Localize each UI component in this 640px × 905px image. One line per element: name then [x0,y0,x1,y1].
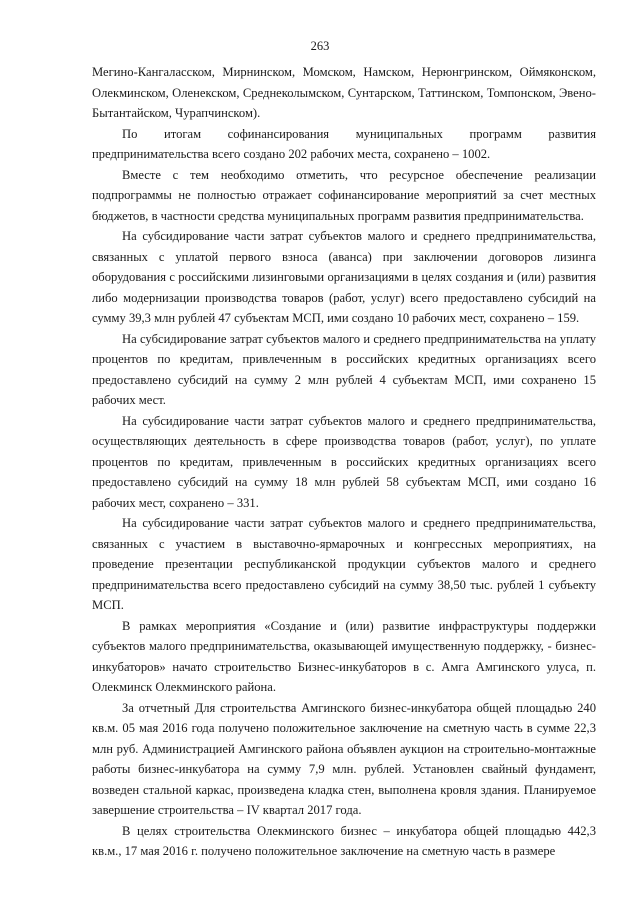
paragraph: На субсидирование части затрат субъектов малого и среднего предпринимательства, осуществляющих деятельность в сфере производства товаров (работ, услуг), по уплате процентов по кредитам, привлеченным в российских кредитных организациях всего предоставлено субсидий на сумму 18 млн рублей 58 субъектам МСП, ими создано 16 рабочих мест, сохранено – 331. [92,413,596,510]
page-number: 263 [310,39,330,53]
paragraph: В рамках мероприятия «Создание и (или) развитие инфраструктуры поддержки субъектов малого предпринимательства, оказывающей имущественную поддержку, - бизнес-инкубаторов» начато строительство Бизнес-инкубаторов в с. Амга Амгинского улуса, п. Олекминск Олекминского района. [92,618,596,694]
paragraph: Мегино-Кангаласском, Мирнинском, Момском, Намском, Нерюнгринском, Оймяконском, Олекминском, Оленекском, Среднеколымском, Сунтарском, Таттинском, Томпонском, Эвено-Бытантайском, Чурапчинском). [92,65,596,120]
paragraph: На субсидирование части затрат субъектов малого и среднего предпринимательства, связанных с участием в выставочно-ярмарочных и конгрессных мероприятиях, на проведение презентации республиканской продукции субъектов малого и среднего предпринимательства всего предоставлено субсидий на сумму 38,50 тыс. рублей 1 субъекту МСП. [92,516,596,612]
document-body [92,62,596,862]
paragraph: В целях строительства Олекминского бизнес – инкубатора общей площадью 442,3 кв.м., 17 мая 2016 г. получено положительное заключение на сметную часть в размере [92,823,596,858]
paragraph: На субсидирование части затрат субъектов малого и среднего предпринимательства, связанных с уплатой первого взноса (аванса) при заключении договоров лизинга оборудования с российскими лизинговыми организациями в целях создания и (или) развития либо модернизации производства товаров (работ, услуг) всего предоставлено субсидий на сумму 39,3 млн рублей 47 субъектам МСП, ими создано 10 рабочих мест, сохранено – 159. [92,229,596,325]
paragraph: На субсидирование затрат субъектов малого и среднего предпринимательства на уплату процентов по кредитам, привлеченным в российских кредитных организациях всего предоставлено субсидий на сумму 2 млн рублей 4 субъектам МСП, ими сохранено 15 рабочих мест. [92,331,596,407]
paragraph: За отчетный Для строительства Амгинского бизнес-инкубатора общей площадью 240 кв.м. 05 мая 2016 года получено положительное заключение на сметную часть в сумме 22,3 млн руб. Администрацией Амгинского района объявлен аукцион на строительно-монтажные работы бизнес-инкубатора на сумму 7,9 млн. рублей. Установлен свайный фундамент, возведен стальной каркас, произведена кладка стен, выполнена кровля здания. Планируемое завершение строительства – IV квартал 2017 года. [92,700,596,817]
paragraph: По итогам софинансирования муниципальных программ развития предпринимательства всего создано 202 рабочих места, сохранено – 1002. [92,126,596,161]
paragraph: Вместе с тем необходимо отметить, что ресурсное обеспечение реализации подпрограммы не полностью отражает софинансирование мероприятий за счет местных бюджетов, в частности средства муниципальных программ развития предпринимательства. [92,167,596,223]
